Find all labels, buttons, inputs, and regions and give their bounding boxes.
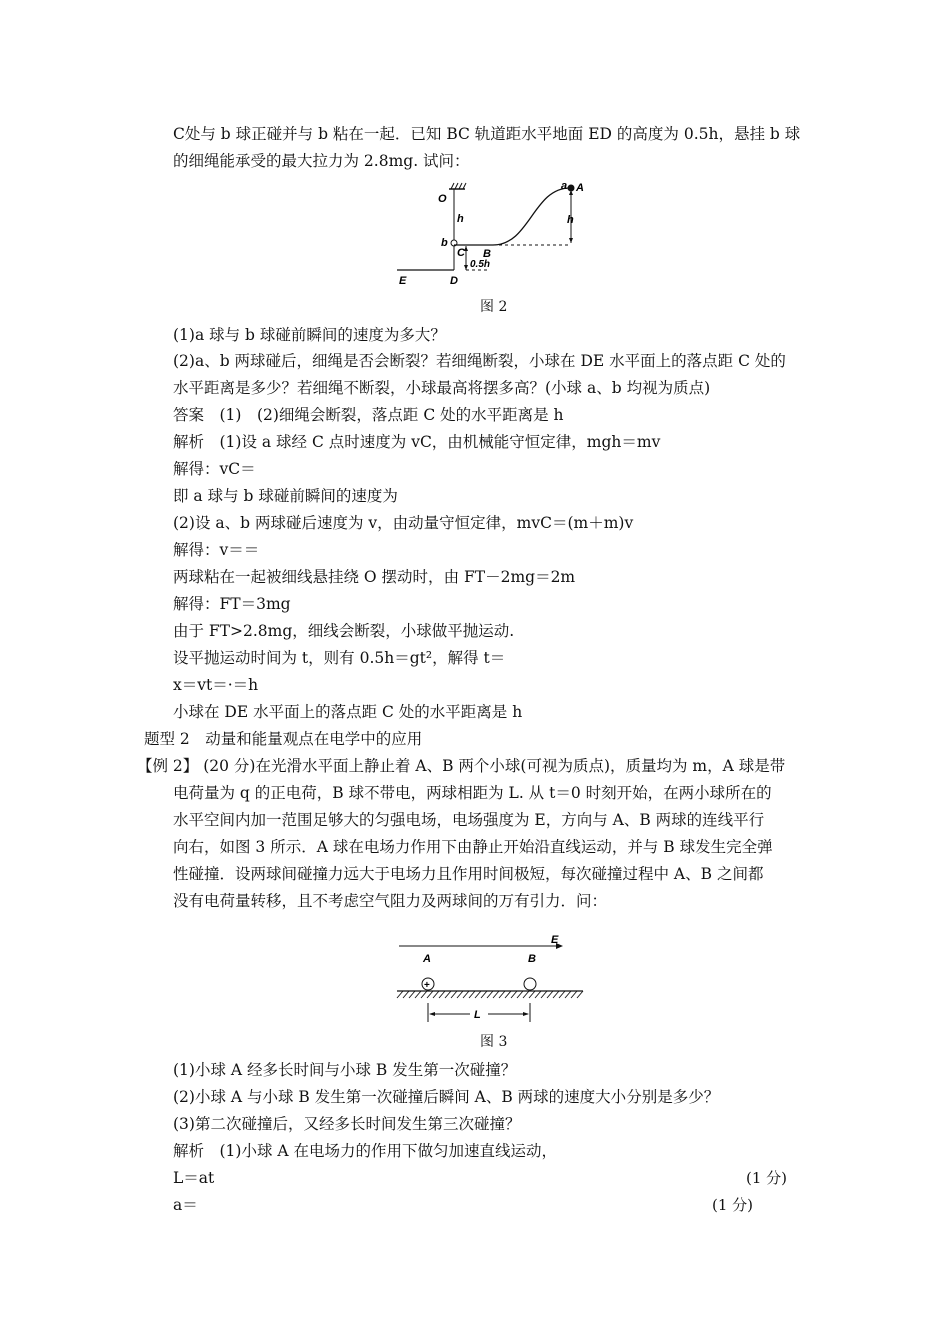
label-E: E	[551, 934, 559, 946]
section-heading: 题型 2 动量和能量观点在电学中的应用	[144, 730, 423, 748]
figure-3-caption: 图 3	[480, 1034, 508, 1050]
label-B: B	[528, 953, 536, 965]
text-line: 解析 (1)小球 A 在电场力的作用下做匀加速直线运动，	[173, 1142, 558, 1160]
text-line: (2)a、b 两球碰后，细绳是否会断裂？若细绳断裂，小球在 DE 水平面上的落点距 C 处的	[173, 352, 786, 370]
text-line: 向右，如图 3 所示．A 球在电场力作用下由静止开始沿直线运动，并与 B 球发生完全弹	[173, 838, 773, 856]
label-A: A	[423, 953, 431, 965]
label-A: A	[576, 182, 584, 194]
text-line: 电荷量为 q 的正电荷，B 球不带电，两球相距为 L. 从 t＝0 时刻开始，在两小球所在的	[173, 784, 772, 802]
ball-a	[568, 185, 575, 192]
text-line: 即 a 球与 b 球碰前瞬间的速度为	[173, 487, 398, 505]
curved-track	[493, 188, 570, 245]
text-line: 没有电荷量转移，且不考虑空气阻力及两球间的万有引力．问：	[173, 892, 608, 910]
text-line: C处与 b 球正碰并与 b 粘在一起．已知 BC 轨道距水平地面 ED 的高度为 0.5h，悬挂 b 球	[173, 125, 801, 143]
label-b: b	[441, 237, 448, 249]
label-O: O	[438, 193, 447, 205]
text-line: 性碰撞．设两球间碰撞力远大于电场力且作用时间极短，每次碰撞过程中 A、B 之间都	[173, 865, 764, 883]
text-line: 由于 FT>2.8mg，细线会断裂，小球做平抛运动.	[173, 622, 515, 640]
question-line: (3)第二次碰撞后，又经多长时间发生第三次碰撞？	[173, 1115, 521, 1133]
label-L: L	[474, 1009, 481, 1021]
equation-line: L＝at	[173, 1169, 215, 1187]
text-line: (2)设 a、b 两球碰后速度为 v，由动量守恒定律，mvC＝(m＋m)v	[173, 514, 634, 532]
text-line: x＝vt＝·＝h	[173, 676, 259, 694]
answer-line: 答案 (1) (2)细绳会断裂，落点距 C 处的水平距离是 h	[173, 406, 564, 424]
label-h-right: h	[567, 214, 574, 226]
example-line: 【例 2】 (20 分)在光滑水平面上静止着 A、B 两个小球(可视为质点)，质量均为 m，A 球是带	[137, 757, 786, 775]
label-E: E	[399, 275, 407, 287]
text-line: 解析 (1)设 a 球经 C 点时速度为 vC，由机械能守恒定律，mgh＝mv	[173, 433, 661, 451]
text-line: 小球在 DE 水平面上的落点距 C 处的水平距离是 h	[173, 703, 523, 721]
ball-B	[524, 978, 536, 990]
label-a: a	[561, 180, 568, 192]
score-label: (1 分)	[712, 1196, 754, 1214]
question-line: (1)小球 A 经多长时间与小球 B 发生第一次碰撞？	[173, 1061, 517, 1079]
plus-sign: +	[424, 980, 430, 991]
text-line: 解得：v＝＝	[173, 541, 260, 559]
label-B: B	[483, 248, 491, 260]
label-h-left: h	[457, 213, 464, 225]
text-line: 解得：FT＝3mg	[173, 595, 291, 613]
equation-line: a＝	[173, 1196, 198, 1214]
figure-2-caption: 图 2	[480, 299, 508, 315]
text-line: 水平距离是多少？若细绳不断裂，小球最高将摆多高？(小球 a、b 均视为质点)	[173, 379, 711, 397]
text-line: (1)a 球与 b 球碰前瞬间的速度为多大？	[173, 326, 446, 344]
score-label: (1 分)	[746, 1169, 788, 1187]
text-line: 两球粘在一起被细线悬挂绕 O 摆动时，由 FT－2mg＝2m	[173, 568, 576, 586]
label-C: C	[457, 247, 465, 259]
question-line: (2)小球 A 与小球 B 发生第一次碰撞后瞬间 A、B 两球的速度大小分别是多少？	[173, 1088, 720, 1106]
label-half-h: 0.5h	[470, 259, 491, 270]
text-line: 解得：vC＝	[173, 460, 256, 478]
text-line: 水平空间内加一范围足够大的匀强电场，电场强度为 E，方向与 A、B 两球的连线平行	[173, 811, 765, 829]
label-D: D	[450, 275, 458, 287]
text-line: 设平抛运动时间为 t，则有 0.5h＝gt²，解得 t＝	[173, 649, 506, 667]
text-line: 的细绳能承受的最大拉力为 2.8mg. 试问：	[173, 152, 470, 170]
figure-3	[393, 932, 588, 1027]
figure-2	[395, 178, 595, 290]
